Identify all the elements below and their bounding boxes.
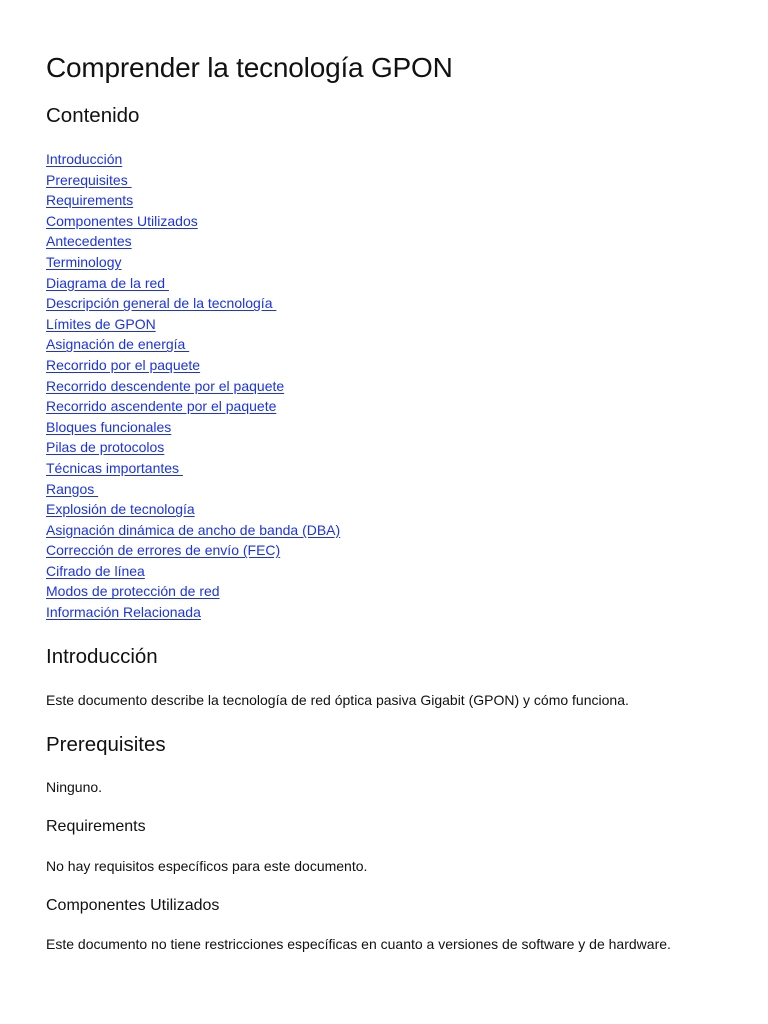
- toc-item: [46, 293, 340, 314]
- section-heading-componentes-utilizados: Componentes Utilizados: [46, 897, 220, 914]
- toc-link-explosion-de-tecnologia[interactable]: Explosión de tecnología: [46, 501, 195, 518]
- section-heading-requirements: Requirements: [46, 818, 146, 835]
- section-text-introduccion: Este documento describe la tecnología de red óptica pasiva Gigabit (GPON) y cómo funciona.: [46, 692, 629, 708]
- toc-link-tecnicas-importantes[interactable]: Técnicas importantes: [46, 459, 183, 476]
- toc-link-prerequisites[interactable]: Prerequisites: [46, 171, 132, 188]
- toc-link-diagrama-de-la-red[interactable]: Diagrama de la red: [46, 274, 169, 291]
- table-of-contents: [46, 149, 340, 623]
- toc-link-rangos[interactable]: Rangos: [46, 480, 99, 497]
- toc-link-pilas-de-protocolos[interactable]: Pilas de protocolos: [46, 439, 165, 456]
- toc-item: [46, 190, 340, 211]
- toc-link-antecedentes[interactable]: Antecedentes: [46, 233, 132, 250]
- toc-item: [46, 581, 340, 602]
- section-heading-prerequisites: Prerequisites: [46, 733, 166, 756]
- toc-link-requirements[interactable]: Requirements: [46, 192, 134, 209]
- section-text-prerequisites: Ninguno.: [46, 779, 103, 795]
- toc-item: [46, 499, 340, 520]
- toc-link-limites-de-gpon[interactable]: Límites de GPON: [46, 315, 156, 332]
- toc-item: [46, 334, 340, 355]
- section-text-componentes-utilizados: Este documento no tiene restricciones específicas en cuanto a versiones de software y de hardware.: [46, 936, 671, 952]
- toc-link-descripcion-general[interactable]: Descripción general de la tecnología: [46, 295, 277, 312]
- toc-item: [46, 602, 340, 623]
- toc-link-asignacion-dinamica-dba[interactable]: Asignación dinámica de ancho de banda (DBA): [46, 521, 341, 538]
- toc-link-bloques-funcionales[interactable]: Bloques funcionales: [46, 418, 172, 435]
- toc-link-recorrido-ascendente[interactable]: Recorrido ascendente por el paquete: [46, 398, 277, 415]
- toc-link-recorrido-descendente[interactable]: Recorrido descendente por el paquete: [46, 377, 285, 394]
- toc-item: [46, 437, 340, 458]
- toc-item: [46, 479, 340, 500]
- toc-link-cifrado-de-linea[interactable]: Cifrado de línea: [46, 562, 145, 579]
- toc-item: [46, 355, 340, 376]
- toc-link-asignacion-de-energia[interactable]: Asignación de energía: [46, 336, 190, 353]
- toc-link-modos-de-proteccion[interactable]: Modos de protección de red: [46, 583, 220, 600]
- toc-item: [46, 314, 340, 335]
- toc-link-terminology[interactable]: Terminology: [46, 253, 122, 270]
- toc-item: [46, 211, 340, 232]
- toc-item: [46, 520, 340, 541]
- document-title: Comprender la tecnología GPON: [46, 52, 453, 83]
- toc-item: [46, 540, 340, 561]
- toc-link-introduccion[interactable]: Introducción: [46, 151, 123, 167]
- toc-heading: Contenido: [46, 104, 140, 127]
- section-heading-introduccion: Introducción: [46, 645, 158, 668]
- section-text-requirements: No hay requisitos específicos para este documento.: [46, 858, 368, 874]
- toc-item: [46, 273, 340, 294]
- toc-link-informacion-relacionada[interactable]: Información Relacionada: [46, 604, 201, 621]
- toc-item: [46, 149, 340, 170]
- toc-item: [46, 561, 340, 582]
- toc-item: [46, 231, 340, 252]
- toc-item: [46, 458, 340, 479]
- toc-item: [46, 396, 340, 417]
- toc-link-correccion-de-errores-fec[interactable]: Corrección de errores de envío (FEC): [46, 542, 281, 559]
- toc-item: [46, 417, 340, 438]
- toc-item: [46, 376, 340, 397]
- toc-item: [46, 252, 340, 273]
- toc-link-recorrido-por-el-paquete[interactable]: Recorrido por el paquete: [46, 356, 201, 373]
- toc-link-componentes-utilizados[interactable]: Componentes Utilizados: [46, 212, 198, 229]
- toc-item: [46, 170, 340, 191]
